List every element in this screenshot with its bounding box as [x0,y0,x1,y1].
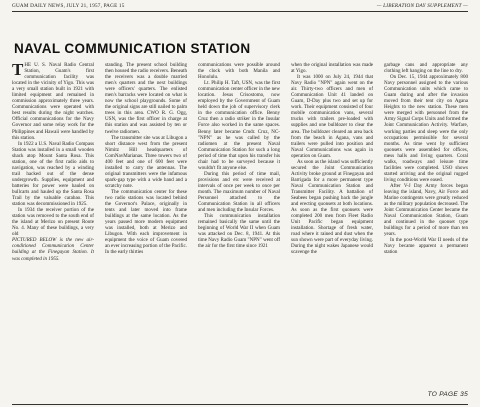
continued-notice: TO PAGE 35 [427,391,468,398]
column-5-para-3: After V-J Day Army forces began leaving the island, Navy, Air Force and Marine contingents were greatly reduced as the military population decreased. The Joint Communication Center became the Naval Communication Station, Guam and continued in the quonset type buildings for a period of more than ten years. [384,182,468,238]
column-1-para-3: In 1934 the receiver portion of the station was removed to the south end of the island at Merizo on present Route No. 4. Many of these buildings, a very old [12,207,94,238]
column-5-para-1: garbage cans and appropriate any clothing left hanging on the line to dry. [384,62,468,75]
column-2-para-1: standing. The present school building then housed the radio receivers. Beneath the receivers was a double married men's quarters and the next buildings were officers' quarters. The enlisted men's barracks were located on what is now the school playgrounds. Some of the original signs are still nailed to palm trees in this area. CWO R. G. Ogg, USN, was the first officer in charge at this station and was assisted by ten or twelve radiomen. [105,62,187,135]
header-dateline: GUAM DAILY NEWS, JULY 21, 1957, PAGE 15 [12,3,125,9]
article-columns [12,62,468,402]
column-4 [291,62,373,402]
column-4-para-1: when the original installation was made at Yigo. [291,62,373,75]
column-1 [12,62,94,402]
column-3 [198,62,280,402]
article-headline: NAVAL COMMUNICATION STATION [14,41,251,56]
photo-caption: PICTURED BELOW is the new air-conditioned Communication Center building at the Finegayan Station. It was completed in 1955. [12,237,94,262]
column-5 [384,62,468,402]
header-supplement: — LIBERATION DAY SUPPLEMENT — [376,3,468,9]
footer-rule [12,404,468,405]
column-1-para-1: HE U. S. Naval Radio Central Station, Guam's first communication facility was located in the vicinity of Yigo. This was a very small station built in 1921 with limited equipment and remained in commission approximately three years. Communications were operated with best results during the night watches. Official communications for the Navy Governor and some relay work for the Philippines and Hawaii were handled by this station. [12,62,94,141]
column-5-para-2: On Dec. 15, 1944 approximately 800 Navy personnel assigned to the various Communication units which came to Guam during and after the invasion moved from their tent city on Agana Heights to the new station. These men were merged with personnel from the Army Signal Corps Units and formed the Joint Communication Activity. Warfare, working parties and sleep were the only occupations permissible for several months. As time went by sufficient quonsets were assembled for offices, mess halls and living quarters. Coral walks, roadways and leisure time facilities were completed. USO shows started arriving and the original rugged living conditions were eased. [384,74,468,183]
column-2-para-3: The communication center for these two radio stations was located behind the Governor's Palace, originally in tents and later moved into frame buildings at the same location. As the years passed more modern equipment was installed, both at Merizo and Libugon. With each improvement in equipment the voice of Guam covered an ever increasing portion of the Pacific. In the early thirties [105,188,187,256]
column-5-para-4: In the post-World War II needs of the Navy became apparent a permanent station [384,237,468,256]
column-3-para-2: Lt. Philip H. Taft, USN, was the first communication center officer in the new location. Jesus Crisostomo, now employed by the Government of Guam held down the job of supervisory clerk in the communication office. Benny Cruz then a radio striker in the Insular Force also worked in the same spaces. Benny later became Cmdr. Cruz, NC-"NPN" as he was called by the radiomen at the present Naval Communication Station for such a long period of time that upon his transfer his chair had to be surveyed because it wouldn't fit anyone else. [198,80,280,171]
drop-cap: T [12,62,24,79]
column-2-para-2: The transmitter site was at Libugon a short distance west from the present Nimitz Hill headquarters of ComNavMarianas. Three towers two of 400 feet and one of 600 feet were installed to carry the antennas. The original transmitters were the infamous spark-gap type with a wide band and a scratchy note. [105,134,187,189]
column-1-para-2: In 1922 a U.S. Naval Radio Compass Station was installed in a small wooden shack atop Mount Santa Rosa. This station, one of the first radio aids to navigation, was reached by a winding trail hacked out of the dense undergrowth. Supplies, equipment and batteries for power were hauled on bullcarts and hauled up the Santa Rosa Trail by the valuable carabao. This station was decommissioned in 1925. [12,140,94,208]
column-2 [105,62,187,402]
column-4-para-3: As soon as the island was sufficiently secured the Joint Communication Activity broke ground at Finegayan and Barrigada for a more permanent type Naval Communication Station and Transmitter Facility. A battalion of Seabees began pushing back the jungle and erecting quonsets at both locations. As soon as the first quonsets were completed 200 men from Fleet Radio Unit Pacific began equipment installation. Shortage of fresh water, road where it rained and dust when the sun shown were part of everyday living. During the night wakes Japanese would scavenge the [291,158,373,256]
header-rule [12,11,468,12]
column-3-para-1: communications were possible around the clock with both Manila and Honolulu. [198,62,280,81]
column-4-para-2: It was 1000 on July 24, 1944 that Navy Radio "NPN" again went on the air. Thirty-two officers and men of Communication Unit 41 landed on Guam, D-Day plus two and set up for work. Their equipment consisted of four mobile communication vans, several trucks with trailers pre-loaded with supplies and one bulldozer to clear the area. The bulldozer cleared an area back from the beach in Agana, vans and trailers were pulled into position and Naval Communications was again in operation on Guam. [291,74,373,159]
column-3-para-3: During this period of time mail, provisions and etc were received at intervals of once per week to once per month. The maximum number of Naval Personnel attached to the Communication Station in all officers and men including the Insular Forces. [198,170,280,214]
column-3-para-4: This communication installation remained basically the same until the beginning of World War II when Guam was attacked on Dec. 8, 1941. At this time Navy Radio Guam "NPN" went off the air for the first time since 1921 [198,213,280,250]
